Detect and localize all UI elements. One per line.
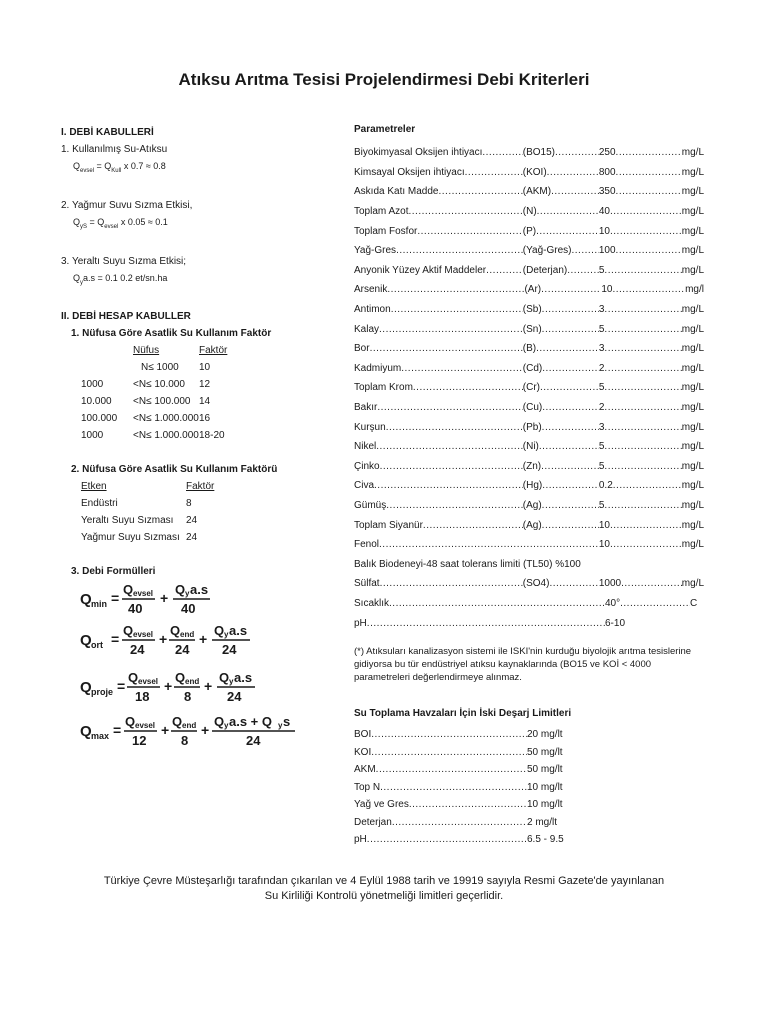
- balik-biodeneyi: Balık Biodeneyi-48 saat tolerans limiti (TL50) %100: [354, 558, 581, 570]
- param-row: Kadmiyum ..... (Cd) ..... 2 ..... mg/L: [354, 359, 704, 379]
- parameters-list: [354, 143, 704, 535]
- param-row: Nikel ..... (Ni) ..... 5 ..... mg/L: [354, 437, 704, 457]
- svg-text:a.s: a.s: [229, 623, 248, 638]
- param-row: Kurşun ..... (Pb) ..... 3 ..... mg/L: [354, 417, 704, 437]
- svg-text:Q: Q: [125, 714, 136, 729]
- svg-text:a.s: a.s: [190, 582, 209, 597]
- item1-formula: $Q_{evsel} = Q_{Kull}$ x 0.7 ≈ 0.8: [73, 161, 166, 174]
- svg-text:Q: Q: [175, 582, 186, 597]
- svg-text:y: y: [185, 589, 190, 598]
- limit-row: Yağ ve Gres ..... 10 mg/lt: [354, 796, 704, 814]
- table-row: 10.000 <N≤ 100.000 14: [81, 396, 211, 408]
- param-row: Bor ..... (B) ..... 3 ..... mg/L: [354, 339, 704, 359]
- limit-row: BOI ..... 20 mg/lt: [354, 726, 704, 744]
- param-row: Yağ-Gres ..... (Yağ-Gres) ..... 100 ..... mg/L: [354, 241, 704, 261]
- svg-text:24: 24: [222, 642, 237, 657]
- svg-text:8: 8: [181, 733, 189, 748]
- svg-text:=: =: [117, 678, 126, 694]
- svg-text:24: 24: [246, 733, 261, 748]
- svg-text:24: 24: [130, 642, 145, 657]
- svg-text:Q: Q: [80, 632, 92, 649]
- svg-text:y: y: [278, 721, 283, 730]
- svg-text:y: y: [229, 677, 234, 686]
- svg-text:+: +: [161, 722, 170, 738]
- svg-text:Q: Q: [80, 591, 92, 608]
- col-header-faktor: Faktör: [199, 345, 228, 357]
- svg-text:Q: Q: [170, 623, 181, 638]
- param-row: Antimon ..... (Sb) ..... 3 ..... mg/L: [354, 300, 704, 320]
- svg-text:=: =: [111, 590, 120, 606]
- item2-formula: $Q_{yS} = Q_{evsel}$ x 0.05 ≈ 0.1: [73, 216, 168, 230]
- svg-text:max: max: [91, 731, 110, 741]
- table-row: Endüstri 8: [81, 498, 192, 510]
- svg-text:ort: ort: [91, 640, 103, 650]
- svg-text:Q: Q: [80, 723, 92, 740]
- param-row: Biyokimyasal Oksijen ihtiyacı ..... (BO15) ..... 250 ..... mg/L: [354, 143, 704, 163]
- formula-qproje: [80, 670, 255, 704]
- limit-row: pH ..... 6.5 - 9.5: [354, 831, 704, 849]
- right-column: [354, 124, 704, 848]
- item3-formula: $Q_ya.s = 0.1$ 0.2 et/sn.ha: [73, 272, 168, 286]
- sub2-heading: 2. Nüfusa Göre Asatlik Su Kullanım Faktörü: [71, 464, 278, 476]
- formula-qmax: [80, 714, 295, 748]
- svg-text:end: end: [180, 630, 195, 639]
- param-row-sulfat: Sülfat ..... (SO4) ..... 1000 ..... mg/L: [354, 574, 704, 594]
- col-header-nufus: Nüfus: [133, 345, 160, 357]
- limits-heading: Su Toplama Havzaları İçin İski Deşarj Limitleri: [354, 707, 572, 719]
- param-row: Toplam Krom ..... (Cr) ..... 5 ..... mg/L: [354, 378, 704, 398]
- param-row: Bakır ..... (Cu) ..... 2 ..... mg/L: [354, 398, 704, 418]
- param-row: Çinko ..... (Zn) ..... 5 ..... mg/L: [354, 457, 704, 477]
- param-row: Civa ..... (Hg) ..... 0.2 ..... mg/L: [354, 476, 704, 496]
- svg-text:Q: Q: [175, 670, 186, 685]
- param-row: Toplam Azot ..... (N) ..... 40 ..... mg/L: [354, 202, 704, 222]
- limit-row: Top N ..... 10 mg/lt: [354, 778, 704, 796]
- param-row: Kimsayal Oksijen ihtiyacı ..... (KOİ) ..... 800 ..... mg/L: [354, 163, 704, 183]
- svg-text:24: 24: [175, 642, 190, 657]
- table-row: Yeraltı Suyu Sızması 24: [81, 515, 198, 527]
- param-row: Gümüş ..... (Ag) ..... 5 ..... mg/L: [354, 496, 704, 516]
- svg-text:Q: Q: [128, 670, 139, 685]
- param-row: Arsenik ..... (Ar) ..... 10 ..... mg/l: [354, 280, 704, 300]
- limit-row: Deterjan ..... 2 mg/lt: [354, 813, 704, 831]
- section2-heading: II. DEBİ HESAP KABULLER: [61, 311, 191, 323]
- footer-line1: Türkiye Çevre Müsteşarlığı tarafından çıkarılan ve 4 Eylül 1988 tarih ve 19919 sayıyla Resmi Gazete'de yayınlanan: [103, 875, 665, 887]
- svg-text:8: 8: [184, 689, 192, 704]
- footer-note: [0, 874, 768, 904]
- section1-heading: I. DEBİ KABULLERİ: [61, 127, 154, 138]
- svg-text:12: 12: [132, 733, 147, 748]
- svg-text:Q: Q: [123, 623, 134, 638]
- param-row-fenol: Fenol ..... 10 ..... mg/L: [354, 535, 704, 555]
- footer-line2: Su Kirliliği Kontrolü yönetmeliği limitleri geçerlidir.: [264, 890, 504, 902]
- table-row: 1000 <N≤ 1.000.000 18-20: [81, 430, 225, 442]
- param-row: Askıda Katı Madde ..... (AKM) ..... 350 ..... mg/L: [354, 182, 704, 202]
- svg-text:a.s + Q: a.s + Q: [229, 714, 272, 729]
- formula-qort: [80, 623, 250, 657]
- table-row: 1000 <N≤ 10.000 12: [81, 379, 211, 391]
- table-row: Yağmur Suyu Sızması 24: [81, 532, 198, 544]
- svg-text:min: min: [91, 599, 108, 609]
- svg-text:+: +: [159, 631, 168, 647]
- page-title: Atıksu Arıtma Tesisi Projelendirmesi Debi Kriterleri: [178, 70, 590, 89]
- footnote: (*) Atıksuları kanalizasyon sistemi ile ISKI'nin kurduğu biyolojik arıtma tesislerine gidiyorsa bu tür endüstriyel atıksu kaynaklarında (BO15 ve KOİ < 4000 parametreleri değerlendirmeye alınmaz.: [354, 645, 692, 683]
- svg-text:s: s: [283, 714, 291, 729]
- item1-label: 1. Kullanılmış Su-Atıksu: [61, 144, 168, 155]
- svg-text:evsel: evsel: [133, 589, 154, 598]
- svg-text:+: +: [201, 722, 210, 738]
- svg-text:Q: Q: [123, 582, 134, 597]
- col-header-etken: Etken: [81, 481, 107, 493]
- svg-text:=: =: [111, 631, 120, 647]
- param-row-sicaklik: Sıcaklık ..... 40° ..... C: [354, 594, 704, 614]
- left-column: [61, 124, 331, 580]
- svg-text:+: +: [164, 678, 173, 694]
- formula-qmin: [80, 582, 210, 616]
- svg-text:Q: Q: [172, 714, 183, 729]
- param-row: Toplam Fosfor ..... (P) ..... 10 ..... mg/L: [354, 221, 704, 241]
- svg-text:Q: Q: [214, 623, 225, 638]
- svg-text:y: y: [224, 721, 229, 730]
- limit-row: KOİ ..... 50 mg/lt: [354, 743, 704, 761]
- item2-label: 2. Yağmur Suvu Sızma Etkisi,: [61, 199, 193, 211]
- svg-text:proje: proje: [91, 687, 114, 697]
- param-row-ph: pH ..... 6-10: [354, 613, 704, 633]
- svg-text:+: +: [204, 678, 213, 694]
- limits-list: [354, 726, 704, 849]
- limit-row: AKM ..... 50 mg/lt: [354, 761, 704, 779]
- parameters-heading: Parametreler: [354, 124, 416, 135]
- svg-text:+: +: [160, 590, 169, 606]
- svg-text:end: end: [182, 721, 197, 730]
- sub3-heading: 3. Debi Formülleri: [71, 566, 156, 578]
- svg-text:18: 18: [135, 689, 150, 704]
- svg-text:40: 40: [128, 601, 143, 616]
- svg-text:40: 40: [181, 601, 196, 616]
- svg-text:Q: Q: [219, 670, 230, 685]
- item3-label: 3. Yeraltı Suyu Sızma Etkisi;: [61, 255, 187, 267]
- param-row: Toplam Siyanür ..... (Ag) ..... 10 ..... mg/L: [354, 515, 704, 535]
- svg-text:a.s: a.s: [234, 670, 253, 685]
- svg-text:end: end: [185, 677, 200, 686]
- sub1-heading: 1. Nüfusa Göre Asatlik Su Kullanım Faktör: [71, 328, 272, 340]
- svg-text:y: y: [224, 630, 229, 639]
- table-row: N≤ 1000 10: [141, 362, 211, 374]
- param-row: Anyonik Yüzey Aktif Maddeler ..... (Deterjan) ..... 5 ..... mg/L: [354, 261, 704, 281]
- table-row: 100.000 <N≤ 1.000.000 16: [81, 413, 211, 425]
- population-factor-table: [81, 342, 227, 444]
- param-row: Kalay ..... (Sn) ..... 5 ..... mg/L: [354, 319, 704, 339]
- svg-text:Q: Q: [214, 714, 225, 729]
- svg-text:24: 24: [227, 689, 242, 704]
- etken-factor-table: [81, 478, 214, 546]
- svg-text:=: =: [113, 722, 122, 738]
- col-header-faktor2: Faktör: [186, 481, 215, 493]
- svg-text:evsel: evsel: [138, 677, 159, 686]
- svg-text:+: +: [199, 631, 208, 647]
- svg-text:evsel: evsel: [135, 721, 156, 730]
- svg-text:Q: Q: [80, 679, 92, 696]
- debi-formulas: [80, 574, 310, 754]
- svg-text:evsel: evsel: [133, 630, 154, 639]
